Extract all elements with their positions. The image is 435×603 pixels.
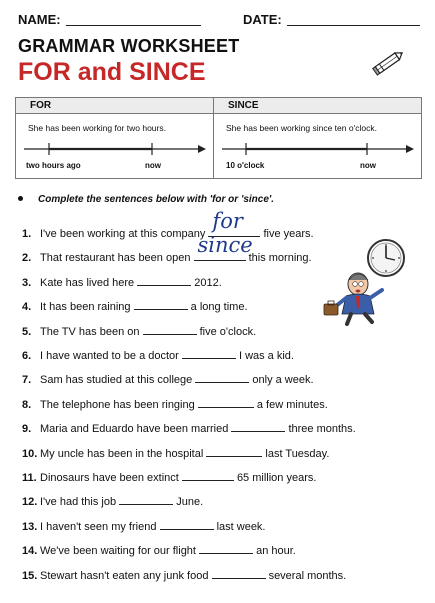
question-row bbox=[22, 274, 222, 289]
question-text-before: My uncle has been in the hospital bbox=[40, 447, 204, 460]
question-text-before: I haven't seen my friend bbox=[40, 520, 157, 533]
answer-blank[interactable] bbox=[182, 347, 236, 359]
pencil-icon bbox=[372, 47, 406, 77]
question-row bbox=[22, 298, 248, 313]
question-row bbox=[22, 371, 314, 386]
for-example-sentence: She has been working for two hours. bbox=[28, 123, 166, 133]
question-row bbox=[22, 347, 294, 362]
worksheet-title: GRAMMAR WORKSHEET bbox=[18, 36, 240, 56]
for-since-box bbox=[15, 97, 422, 179]
question-text-after: this morning. bbox=[248, 252, 312, 265]
name-label: NAME: bbox=[18, 12, 61, 27]
question-number: 8. bbox=[22, 398, 32, 411]
question-text-after: I was a kid. bbox=[238, 350, 294, 362]
question-number: 13. bbox=[22, 520, 38, 533]
answer-blank[interactable] bbox=[119, 493, 173, 505]
question-text-after: five years. bbox=[263, 228, 314, 240]
question-text-after: a long time. bbox=[190, 301, 248, 314]
question-text-after: only a week. bbox=[252, 374, 314, 387]
question-text-before: The TV has been on bbox=[40, 325, 140, 338]
question-number: 11. bbox=[22, 472, 37, 484]
question-text-after: several months. bbox=[268, 569, 347, 582]
question-text-after: last week. bbox=[216, 520, 266, 533]
question-number: 9. bbox=[22, 423, 32, 436]
answer-blank[interactable] bbox=[231, 420, 285, 432]
question-text-after: three months. bbox=[288, 423, 356, 436]
question-row bbox=[22, 518, 266, 533]
for-timeline-now: now bbox=[145, 161, 161, 170]
question-row bbox=[22, 209, 314, 240]
answer-blank[interactable] bbox=[182, 469, 234, 481]
instructions: Complete the sentences below with 'for or 'since'. bbox=[38, 194, 275, 205]
date-label: DATE: bbox=[243, 12, 282, 27]
since-heading: SINCE bbox=[214, 98, 421, 114]
since-example-sentence: She has been working since ten o'clock. bbox=[226, 123, 377, 133]
question-text-before: We've been waiting for our flight bbox=[40, 545, 196, 558]
clock-man-illustration bbox=[318, 238, 418, 328]
question-row bbox=[22, 493, 203, 508]
handwritten-answer: for bbox=[212, 209, 243, 233]
since-timeline-start: 10 o'clock bbox=[226, 161, 265, 170]
question-text-before: I've had this job bbox=[40, 496, 117, 509]
question-text-before: Kate has lived here bbox=[40, 276, 135, 289]
question-text-before: Dinosaurs have been extinct bbox=[40, 472, 179, 484]
question-text-before: That restaurant has been open bbox=[40, 252, 191, 265]
question-text-after: last Tuesday. bbox=[265, 447, 330, 460]
question-text-after: five o'clock. bbox=[199, 325, 257, 338]
question-number: 4. bbox=[22, 301, 32, 314]
question-row bbox=[22, 567, 346, 582]
bullet bbox=[18, 196, 23, 201]
question-row bbox=[22, 420, 356, 435]
question-row bbox=[22, 396, 328, 411]
question-text-before: The telephone has been ringing bbox=[40, 398, 195, 411]
for-timeline-start: two hours ago bbox=[26, 161, 81, 170]
question-text-after: a few minutes. bbox=[256, 398, 328, 411]
answer-blank[interactable] bbox=[206, 445, 262, 457]
worksheet-subtitle: FOR and SINCE bbox=[18, 58, 206, 86]
answer-blank[interactable] bbox=[160, 518, 214, 530]
answer-blank[interactable] bbox=[198, 396, 254, 408]
question-number: 15. bbox=[22, 569, 38, 582]
question-text-before: Sam has studied at this college bbox=[40, 374, 193, 387]
question-number: 10. bbox=[22, 447, 38, 460]
question-number: 1. bbox=[22, 228, 32, 240]
question-row bbox=[22, 542, 296, 557]
question-row bbox=[22, 323, 256, 338]
question-text-before: I've been working at this company bbox=[40, 228, 206, 240]
question-text-before: Maria and Eduardo have been married bbox=[40, 423, 229, 436]
question-text-after: 2012. bbox=[194, 276, 222, 289]
for-heading: FOR bbox=[16, 98, 213, 114]
answer-blank[interactable] bbox=[194, 233, 253, 261]
answer-blank[interactable] bbox=[199, 542, 253, 554]
since-timeline-now: now bbox=[360, 161, 376, 170]
answer-blank[interactable] bbox=[137, 274, 191, 286]
question-number: 7. bbox=[22, 374, 32, 387]
answer-blank[interactable] bbox=[212, 567, 266, 579]
answer-blank[interactable] bbox=[134, 298, 188, 310]
question-row bbox=[22, 445, 329, 460]
question-number: 3. bbox=[22, 276, 32, 289]
question-text-before: Stewart hasn't eaten any junk food bbox=[40, 569, 209, 582]
question-text-before: It has been raining bbox=[40, 301, 131, 314]
handwritten-answer: since bbox=[197, 233, 253, 258]
question-text-after: 65 million years. bbox=[236, 472, 317, 484]
question-number: 6. bbox=[22, 350, 32, 362]
question-text-after: an hour. bbox=[256, 545, 296, 558]
answer-blank[interactable] bbox=[143, 323, 197, 335]
question-number: 2. bbox=[22, 252, 32, 265]
answer-blank[interactable] bbox=[195, 371, 249, 383]
question-text-before: I have wanted to be a doctor bbox=[40, 350, 179, 362]
question-text-after: June. bbox=[176, 496, 204, 509]
question-row bbox=[22, 469, 316, 484]
date-field[interactable] bbox=[287, 13, 420, 26]
question-number: 14. bbox=[22, 545, 38, 558]
question-number: 12. bbox=[22, 496, 38, 509]
name-field[interactable] bbox=[66, 13, 201, 26]
for-timeline bbox=[16, 138, 213, 160]
question-number: 5. bbox=[22, 325, 32, 338]
since-timeline bbox=[214, 138, 421, 160]
